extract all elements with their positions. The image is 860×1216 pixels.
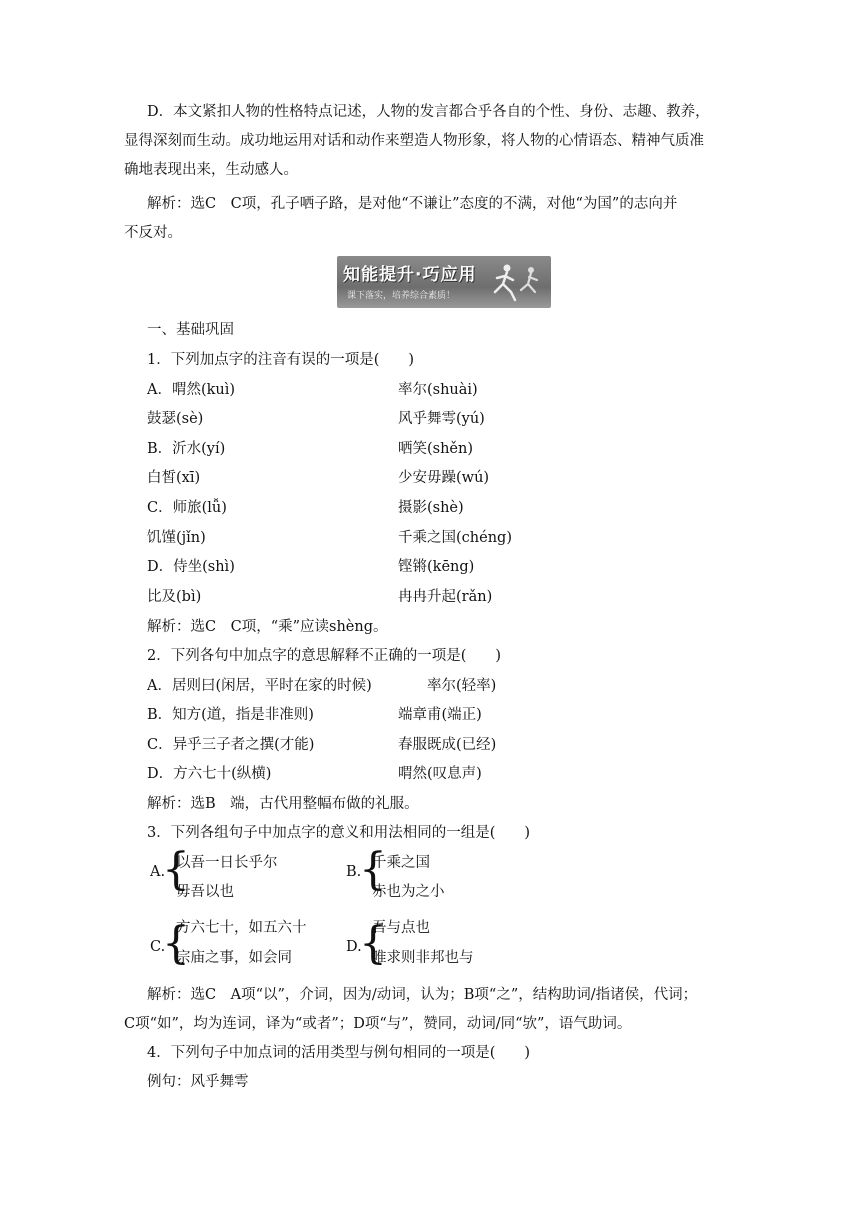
q2-row-c: [147, 735, 497, 755]
q1-c2-left: 饥馑(jǐn): [147, 530, 206, 546]
q3-answer-line-2: C项“如”，均为连词，译为“或者”；D项“与”，赞同，动词/同“欤”，语气助词。: [124, 1016, 632, 1032]
option-d-line-2: 显得深刻而生动。成功地运用对话和动作来塑造人物形象，将人物的心情语态、精神气质准: [124, 133, 704, 149]
q1-d2-left: 比及(bì): [147, 589, 202, 605]
q1-a2-right: 风乎舞雩(yú): [398, 411, 485, 427]
q1-b2-right: 少安毋躁(wú): [398, 470, 490, 486]
q3-a-brace: {: [162, 844, 190, 895]
q3-d-brace: {: [359, 918, 387, 969]
q3-b-line1: 千乘之国: [372, 855, 430, 871]
q3-a-line2: 毋吾以也: [176, 884, 234, 900]
banner-title: 知能提升·巧应用: [343, 265, 477, 285]
q1-a-left: A．喟然(kuì): [147, 382, 236, 398]
runner-icon: [485, 262, 545, 302]
q3-c-brace: {: [162, 918, 190, 969]
q1-d-left: D．侍坐(shì): [147, 559, 235, 575]
q1-row-c: [147, 498, 464, 518]
q1-row-b: [147, 439, 474, 459]
q2-row-a: [147, 676, 497, 696]
option-d-line-3: 确地表现出来，生动感人。: [124, 162, 298, 178]
q2-a-left: A．居则曰(闲居，平时在家的时候): [147, 678, 372, 694]
q1-stem: 1．下列加点字的注音有误的一项是( ): [147, 352, 415, 368]
q3-d-line1: 吾与点也: [372, 920, 430, 936]
q1-row-d: [147, 557, 475, 577]
q2-b-right: 端章甫(端正): [398, 707, 482, 723]
q1-b2-left: 白皙(xī): [147, 470, 201, 486]
q1-row-c2: [147, 528, 512, 548]
q3-a-line1: 以吾一日长乎尔: [176, 855, 278, 871]
section-banner: [337, 256, 551, 308]
banner-subtitle: 课下落实，培养综合素质！: [347, 291, 456, 301]
q4-example: 例句：风乎舞雩: [147, 1074, 249, 1090]
q3-b-label: B.: [346, 864, 362, 880]
q3-a-label: A.: [150, 864, 166, 880]
q1-a2-left: 鼓瑟(sè): [147, 411, 204, 427]
q1-row-b2: [147, 468, 490, 488]
q3-c-line1: 方六七十，如五六十: [176, 920, 307, 936]
q2-row-b: [147, 705, 482, 725]
q4-stem: 4．下列句子中加点词的活用类型与例句相同的一项是( ): [147, 1045, 531, 1061]
q1-b-right: 哂笑(shěn): [398, 441, 474, 457]
q1-a-right: 率尔(shuài): [398, 382, 478, 398]
answer-line-2: 不反对。: [124, 225, 182, 241]
q3-answer-line-1: 解析：选C A项“以”，介词，因为/动词，认为；B项“之”，结构助词/指诸侯，代词；: [147, 987, 698, 1003]
q2-a-right: 率尔(轻率): [427, 678, 497, 694]
q1-row-a: [147, 380, 478, 400]
q2-d-right: 喟然(叹息声): [398, 766, 482, 782]
q3-c-label: C.: [150, 939, 166, 955]
q3-c-line2: 宗庙之事，如会同: [176, 950, 292, 966]
q2-answer: 解析：选B 端，古代用整幅布做的礼服。: [147, 796, 419, 812]
q3-b-line2: 赤也为之小: [372, 884, 445, 900]
q2-d-left: D．方六七十(纵横): [147, 766, 272, 782]
q3-b-brace: {: [359, 844, 387, 895]
q3-d-line2: 唯求则非邦也与: [372, 950, 474, 966]
q1-answer: 解析：选C C项，“乘”应读shèng。: [147, 619, 388, 635]
q1-row-a2: [147, 409, 485, 429]
q3-stem: 3．下列各组句子中加点字的意义和用法相同的一组是( ): [147, 825, 531, 841]
q1-d-right: 铿锵(kēng): [398, 559, 475, 575]
q2-b-left: B．知方(道，指是非准则): [147, 707, 314, 723]
section-heading: 一、基础巩固: [147, 322, 234, 338]
q2-c-right: 春服既成(已经): [398, 737, 497, 753]
answer-line-1: 解析：选C C项，孔子哂子路，是对他“不谦让”态度的不满，对他“为国”的志向并: [147, 196, 678, 212]
q2-stem: 2．下列各句中加点字的意思解释不正确的一项是( ): [147, 648, 502, 664]
q1-b-left: B．沂水(yí): [147, 441, 226, 457]
q1-c-left: C．师旅(lǚ): [147, 500, 227, 516]
q1-row-d2: [147, 587, 493, 607]
q1-d2-right: 冉冉升起(rǎn): [398, 589, 493, 605]
option-d-line-1: D．本文紧扣人物的性格特点记述，人物的发言都合乎各自的个性、身份、志趣、教养，: [147, 104, 710, 120]
q2-row-d: [147, 764, 482, 784]
q3-d-label: D.: [346, 939, 362, 955]
q1-c-right: 摄影(shè): [398, 500, 464, 516]
q1-c2-right: 千乘之国(chéng): [398, 530, 512, 546]
q2-c-left: C．异乎三子者之撰(才能): [147, 737, 315, 753]
